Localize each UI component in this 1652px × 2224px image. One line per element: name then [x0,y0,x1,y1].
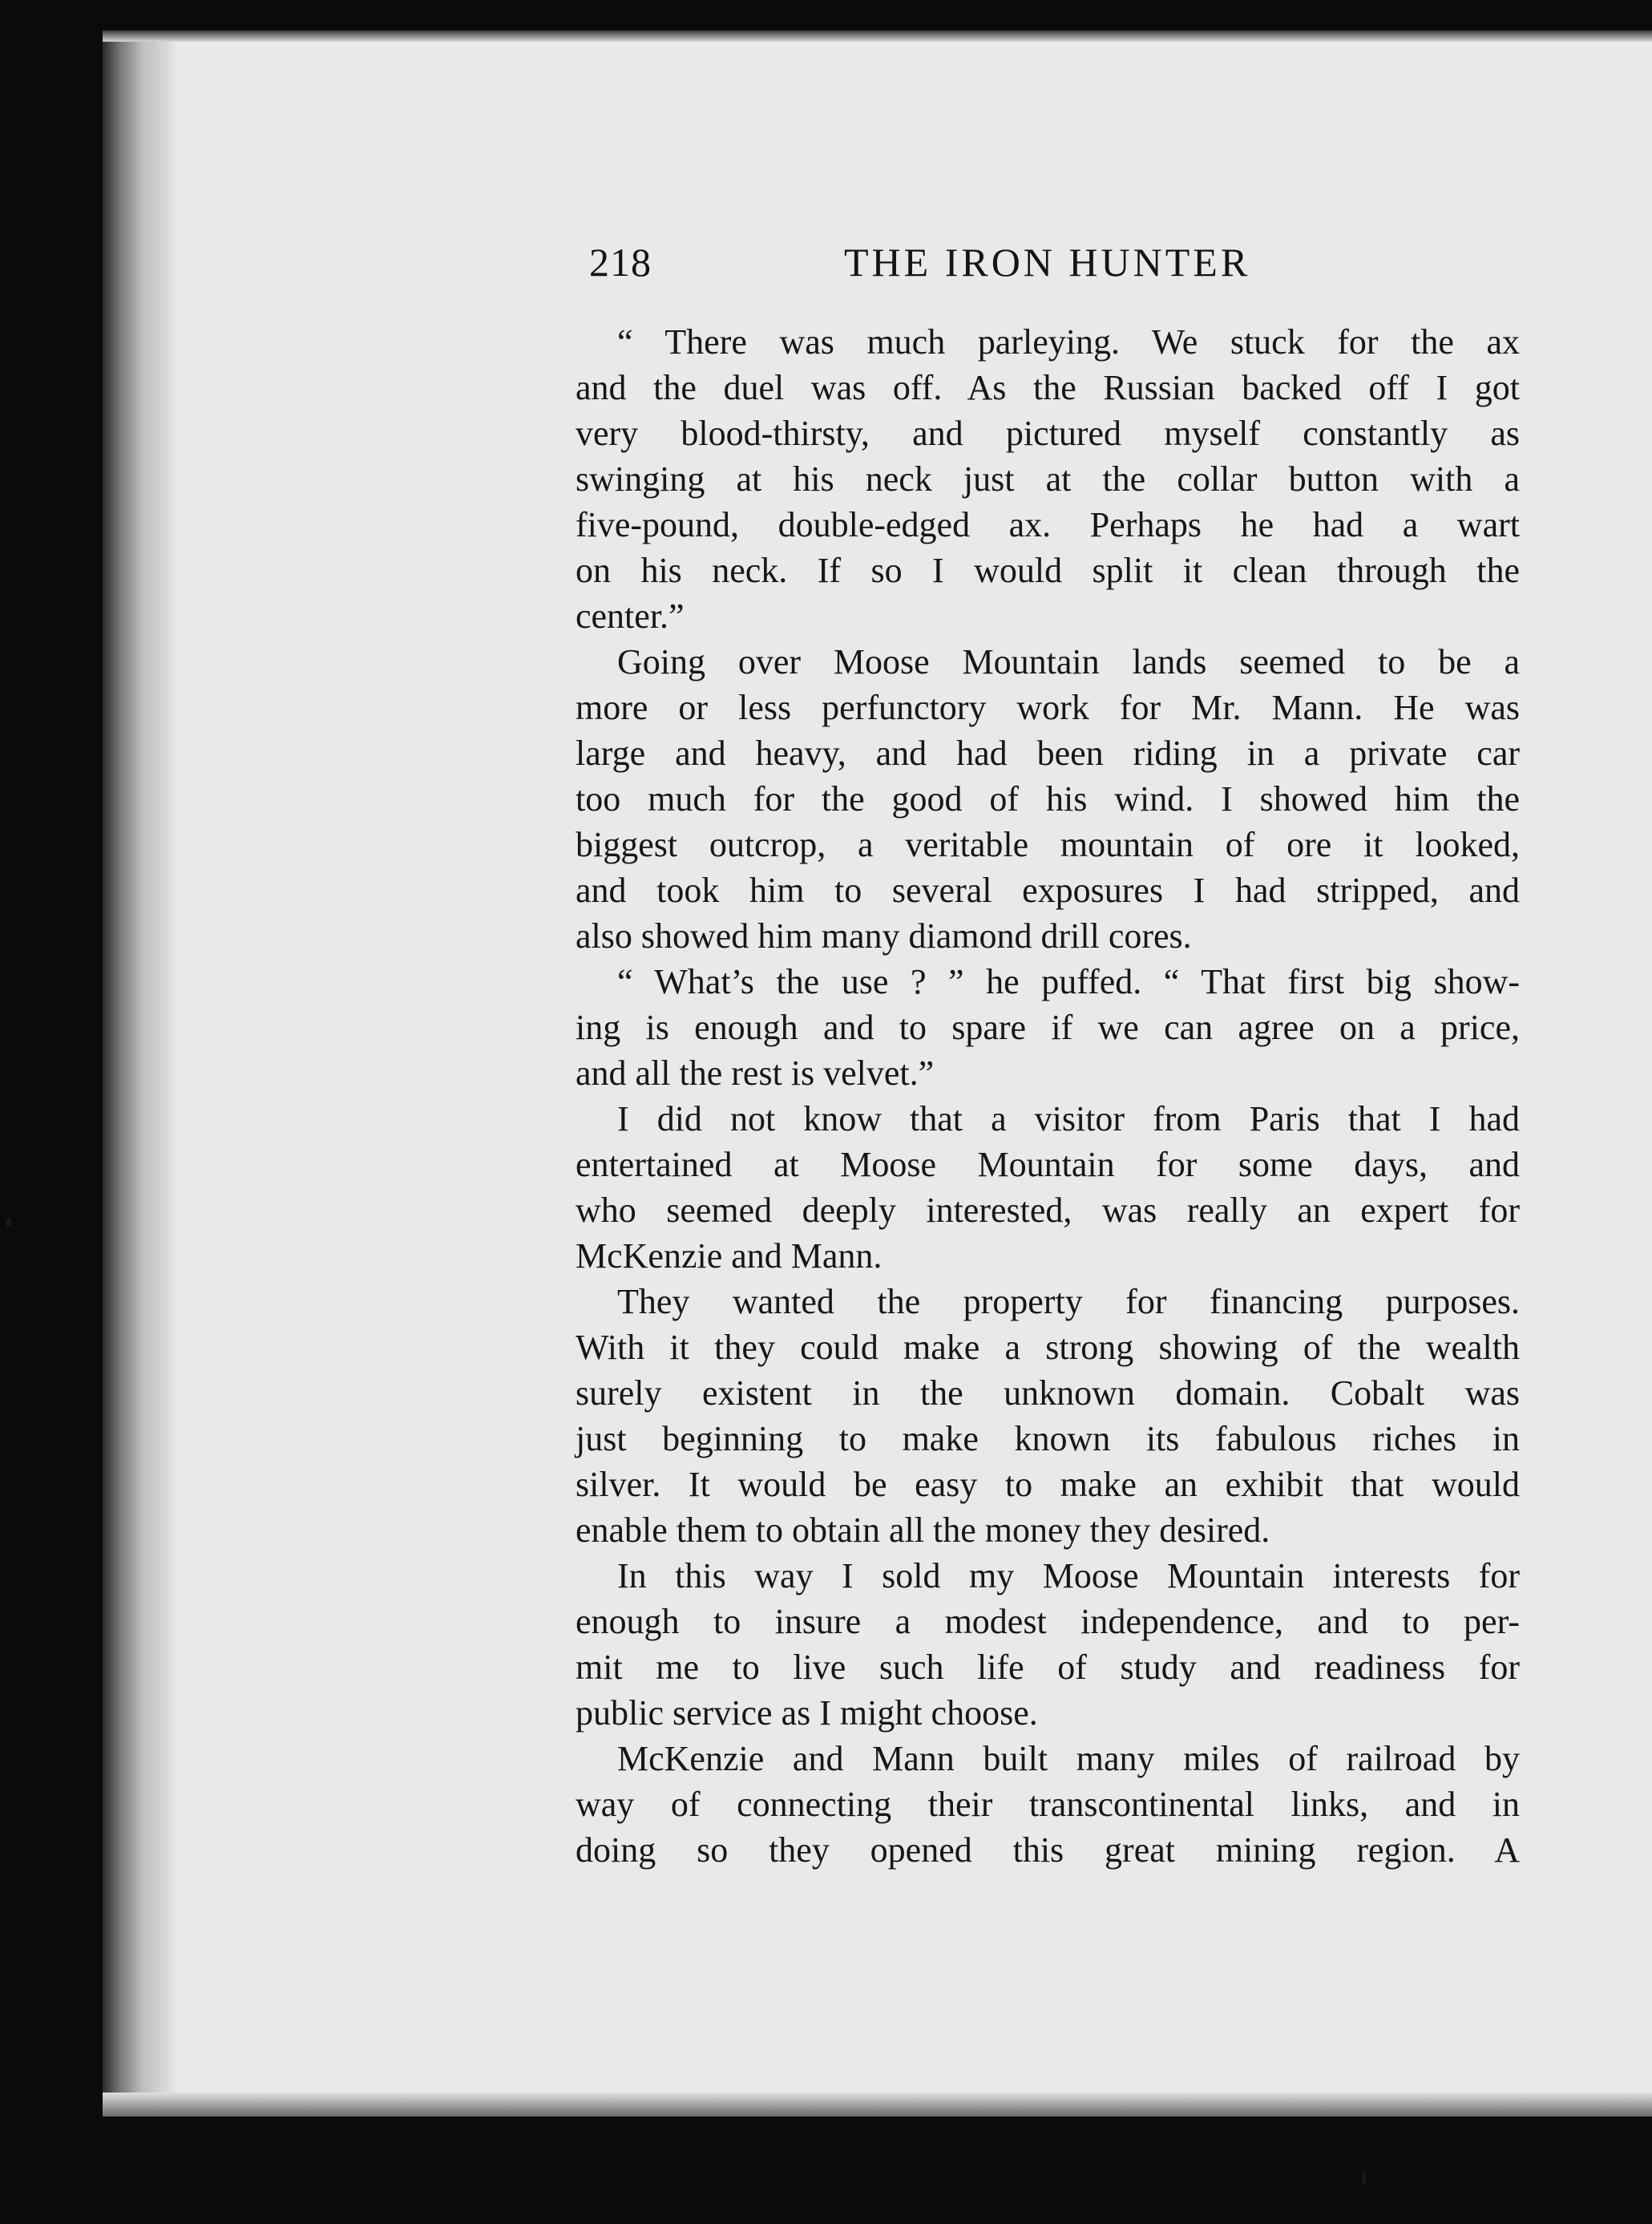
text-line: swinging at his neck just at the collar button with a [576,459,1520,499]
text-line: more or less perfunctory work for Mr. Mann. He was [576,688,1520,727]
text-line: too much for the good of his wind. I showed him the [576,779,1520,819]
text-line: also showed him many diamond drill cores. [576,916,1192,956]
scan-speck [6,1219,11,1227]
text-line: public service as I might choose. [576,1693,1038,1733]
text-line: center.” [576,596,685,636]
text-line: Going over Moose Mountain lands seemed to be a [617,642,1520,681]
text-line: large and heavy, and had been riding in a private car [576,734,1520,773]
text-line: on his neck. If so I would split it clean through the [576,551,1520,590]
text-line: silver. It would be easy to make an exhibit that would [576,1465,1520,1504]
text-line: very blood-thirsty, and pictured myself constantly as [576,414,1520,453]
text-line: They wanted the property for financing purposes. [617,1282,1520,1321]
text-line: way of connecting their transcontinental links, and in [576,1785,1520,1824]
page-number: 218 [589,240,652,285]
text-line: and all the rest is velvet.” [576,1053,935,1093]
text-line: and took him to several exposures I had stripped, and [576,871,1520,910]
running-head: THE IRON HUNTER [844,240,1251,285]
text-line: In this way I sold my Moose Mountain interests for [617,1556,1520,1595]
text-line: “ What’s the use ? ” he puffed. “ That first big show- [617,962,1520,1001]
text-line: enough to insure a modest independence, and to per- [576,1602,1520,1641]
text-line: enable them to obtain all the money they desired. [576,1510,1270,1550]
text-line: five-pound, double-edged ax. Perhaps he had a wart [576,505,1520,544]
text-line: surely existent in the unknown domain. Cobalt was [576,1373,1520,1413]
scan-speck [1363,2173,1366,2184]
page-binding-edge [103,30,175,2115]
text-line: ing is enough and to spare if we can agree on a price, [576,1008,1520,1047]
text-line: mit me to live such life of study and readiness for [576,1648,1520,1687]
text-line: entertained at Moose Mountain for some days, and [576,1145,1520,1184]
text-line: just beginning to make known its fabulous riches in [576,1419,1520,1458]
text-line: McKenzie and Mann. [576,1236,883,1276]
text-line: doing so they opened this great mining region. A [576,1830,1520,1870]
text-line: who seemed deeply interested, was really an expert for [576,1191,1520,1230]
page-bottom-edge [103,2093,1652,2117]
text-line: biggest outcrop, a veritable mountain of ore it looked, [576,825,1520,864]
page-top-edge [103,30,1652,42]
body-text [576,319,1520,1873]
text-line: McKenzie and Mann built many miles of railroad by [617,1739,1520,1778]
text-line: I did not know that a visitor from Paris that I had [617,1099,1520,1138]
page-header [589,239,1519,295]
text-line: and the duel was off. As the Russian backed off I got [576,368,1520,407]
text-line: With it they could make a strong showing of the wealth [576,1328,1520,1367]
text-line: “ There was much parleying. We stuck for the ax [617,322,1520,362]
